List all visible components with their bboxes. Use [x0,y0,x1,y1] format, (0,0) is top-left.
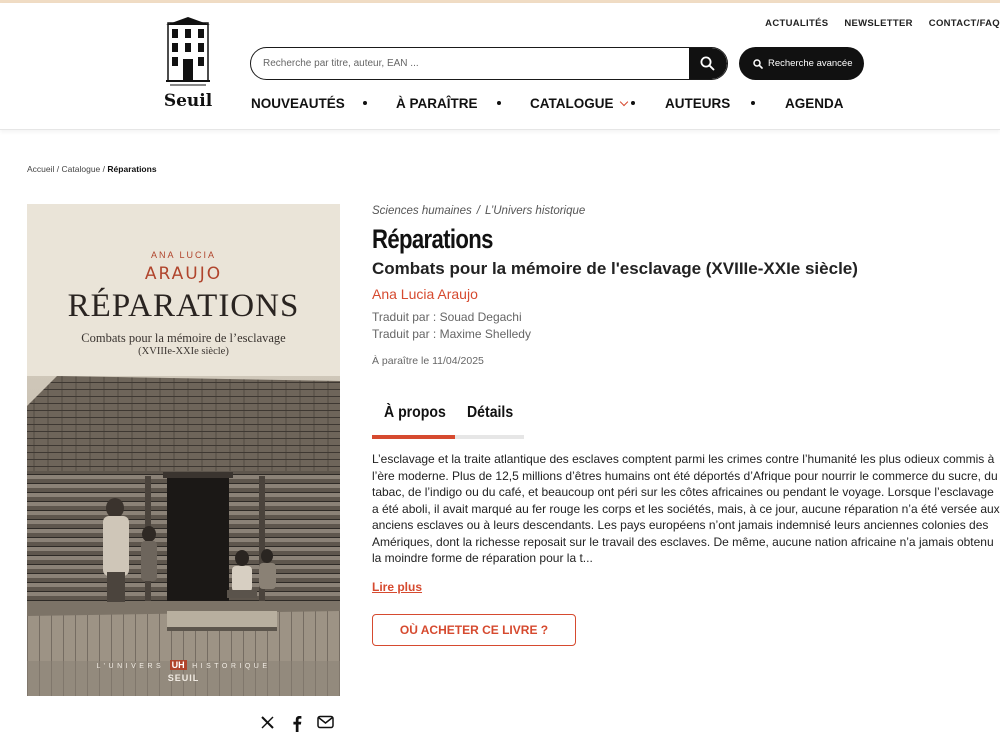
book-title: Réparations [372,224,493,254]
breadcrumb-separator: / [102,164,106,174]
link-newsletter[interactable]: NEWSLETTER [844,18,913,29]
link-contact-faq[interactable]: CONTACT/FAQ [928,18,1000,29]
book-categories [372,205,585,217]
nav-auteurs[interactable]: AUTEURS [665,96,731,111]
nav-separator [631,101,635,105]
nav-separator [363,101,367,105]
nav-separator [497,101,501,105]
tab-a-propos[interactable]: À propos [384,404,446,421]
x-twitter-icon[interactable] [260,715,275,735]
chevron-down-icon [619,98,627,106]
advanced-search-label: Recherche avancée [768,58,853,69]
cover-series-badge: UH [171,660,185,670]
tab-details[interactable]: Détails [467,404,514,421]
breadcrumb-catalogue[interactable]: Catalogue [61,164,101,174]
breadcrumb-home[interactable]: Accueil [27,164,55,174]
nav-separator [751,101,755,105]
category-link[interactable]: Sciences humaines [372,205,472,217]
cover-series-right: HISTORIQUE [192,663,271,670]
cover-publisher: SEUIL [167,673,200,683]
cover-author-last: ARAUJO [144,264,223,284]
buy-button[interactable]: OÙ ACHETER CE LIVRE ? [372,614,576,646]
search-icon [700,56,715,71]
nav-a-paraitre[interactable]: À PARAÎTRE [396,96,478,111]
tab-active-indicator [372,435,455,439]
nav-catalogue-label: CATALOGUE [530,96,614,111]
book-tabs [372,404,524,440]
category-separator: / [476,205,480,217]
search-icon [753,59,763,69]
logo-building-icon [160,17,216,89]
book-description: L’esclavage et la traite atlantique des esclaves comptent parmi les crimes contre l’humanité les plus odieux commis à l’ère moderne. Plus de 12,5 millions d’êtres humains ont été déportés d’Afrique pour nourrir le commerce du sucre, du tabac, de l’indigo ou du café, et beaucoup ont péri sur les côtes africaines ou pendant le voyage. Lorsque l’esclavage a été aboli, il avait marqué au fer rouge les corps et les sociétés, mais, à ce jour, aucune réparation n’a été versée aux anciens esclaves ou à leurs descendants. Les pays européens n’ont jamais indemnisé leurs anciennes colonies des Amériques, dont la richesse reposait sur le travail des esclaves. De même, aucune nation africaine n’a jamais obtenu la moindre forme de réparation pour la t... [372,452,1000,565]
read-more-link[interactable]: Lire plus [372,580,423,594]
breadcrumb-current: Réparations [107,164,157,174]
link-actualites[interactable]: ACTUALITÉS [765,18,829,29]
collection-link[interactable]: L’Univers historique [484,205,586,217]
nav-agenda[interactable]: AGENDA [785,96,844,111]
cover-series-left: L’UNIVERS [96,663,165,670]
search-bar [250,47,728,80]
book-cover[interactable] [27,204,340,696]
facebook-icon[interactable] [291,715,303,737]
cover-photo-cabin [27,376,340,696]
email-icon[interactable] [317,715,334,734]
cover-subtitle-dates: (XVIIIe-XXIe siècle) [138,346,229,357]
book-subtitle: Combats pour la mémoire de l'esclavage (XVIIIe-XXIe siècle) [372,259,858,278]
top-links [749,18,1000,29]
cover-series [27,660,340,670]
logo-text: Seuil [163,91,213,111]
cover-subtitle: Combats pour la mémoire de l’esclavage [81,331,286,345]
publication-date: À paraître le 11/04/2025 [372,355,484,367]
translator-2: Traduit par : Maxime Shelledy [372,327,531,341]
nav-catalogue[interactable] [530,96,627,111]
share-links [258,715,348,735]
main-nav [251,96,851,116]
advanced-search-button[interactable] [739,47,864,80]
nav-nouveautes[interactable]: NOUVEAUTÉS [251,96,345,111]
site-header [0,3,1000,130]
breadcrumb [27,164,157,174]
book-author-link[interactable]: Ana Lucia Araujo [372,286,478,302]
breadcrumb-separator: / [56,164,60,174]
seuil-logo[interactable] [160,17,216,117]
cover-title: RÉPARATIONS [67,288,300,324]
translator-1: Traduit par : Souad Degachi [372,310,522,324]
cover-author-first: ANA LUCIA [150,250,217,260]
search-button[interactable] [689,48,727,79]
search-input[interactable] [251,48,691,79]
